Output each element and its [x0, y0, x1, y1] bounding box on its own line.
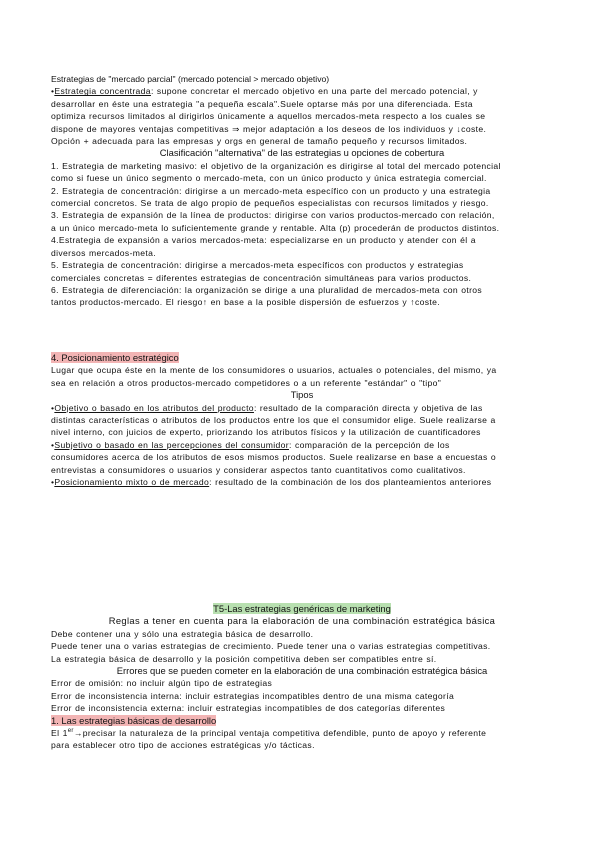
paragraph-line: entrevistas a consumidores o usuarios y considerar aspectos tanto cuantitativos como cualitativos.	[51, 464, 466, 475]
paragraph-line: distintas características o atributos de los productos entre los que el consumidor elige. Suele realizarse a	[51, 415, 496, 426]
list-line: diversos mercados-meta.	[51, 247, 157, 258]
paragraph-line: Lugar que ocupa éste en la mente de los consumidores o usuarios, actuales o potenciales, del mismo, ya	[51, 365, 497, 376]
list-line: 5. Estrategia de concentración: dirigirse a mercados-meta específicos con productos y estrategias	[51, 260, 464, 271]
reglas-title: Reglas a tener en cuenta para la elaboración de una combinación estratégica básica	[108, 615, 496, 627]
section-posicionamiento	[51, 352, 553, 488]
paragraph-line: •Estrategia concentrada: supone concretar el mercado objetivo en una parte del mercado potencial, y	[51, 86, 478, 97]
t5-title: T5-Las estrategias genéricas de marketing	[213, 603, 391, 614]
paragraph-line: •Objetivo o basado en los atributos del producto: resultado de la comparación directa y objetiva de las	[51, 402, 483, 413]
list-line: 6. Estrategia de diferenciación: la organización se dirige a una pluralidad de mercados-meta con otros	[51, 284, 483, 295]
section-title: Estrategias de "mercado parcial" (mercado potencial > mercado objetivo)	[51, 74, 330, 84]
list-line: tantos productos-mercado. El riesgo↑ en base a la posible dispersión de esfuerzos y ↑coste.	[51, 297, 440, 308]
list-line: como si fuese un único segmento o mercado-meta, con un único producto y única estrategia comercial.	[51, 173, 487, 184]
paragraph-line: •Subjetivo o basado en las percepciones del consumidor: comparación de la percepción de los	[51, 439, 450, 450]
tipos-title: Tipos	[290, 389, 314, 401]
list-line: Debe contener una y sólo una estrategia básica de desarrollo.	[51, 628, 314, 639]
paragraph-line: consumidores acerca de los atributos de esos mismos productos. Suele realizarse en base a encuestas o	[51, 452, 497, 463]
list-line: Error de inconsistencia interna: incluir estrategias incompatibles dentro de una misma categoría	[51, 690, 455, 701]
term-mixto: Posicionamiento mixto o de mercado	[54, 477, 210, 488]
paragraph-line: Opción + adecuada para las empresas y orgs en general de tamaño pequeño y recursos limitados.	[51, 136, 468, 147]
section-t5	[51, 603, 553, 752]
paragraph-line: nivel interno, con juicios de experto, priorizando los atributos físicos y la utilización de cuantificadores	[51, 427, 481, 438]
paragraph-line: optimiza recursos limitados al dirigirlos únicamente a aquellos mercados-meta respecto a los cuales se	[51, 111, 486, 122]
list-line: La estrategia básica de desarrollo y la posición competitiva deben ser compatibles entre sí.	[51, 653, 437, 664]
list-line: comerciales concretas = diferentes estrategias de concentración simultáneas para varios productos.	[51, 272, 472, 283]
list-line: a un único mercado-meta lo suficientemente grande y rentable. Alta (p) procederán de productos distintos.	[51, 222, 500, 233]
list-line: 4.Estrategia de expansión a varios mercados-meta: especializarse en un producto y atender con él a	[51, 235, 476, 246]
list-line: Error de inconsistencia externa: incluir estrategias incompatibles de dos categorías diferentes	[51, 703, 446, 714]
paragraph-line: El 1er→precisar la naturaleza de la principal ventaja competitiva defendible, punto de apoyo y referente	[51, 728, 487, 739]
clasificacion-title: Clasificación "alternativa" de las estrategias u opciones de cobertura	[159, 147, 445, 159]
list-line: 1. Estrategia de marketing masivo: el objetivo de la organización es dirigirse al total del mercado potencial	[51, 160, 501, 171]
errores-title: Errores que se pueden cometer en la elaboración de una combinación estratégica básica	[116, 665, 488, 677]
section-mercado-parcial	[51, 73, 553, 309]
paragraph-line: para establecer otro tipo de acciones estratégicas y/o tácticas.	[51, 740, 315, 751]
list-line: Error de omisión: no incluir algún tipo de estrategias	[51, 678, 273, 689]
heading-posicionamiento: 4. Posicionamiento estratégico	[51, 352, 179, 363]
list-line: Puede tener una o varias estrategias de crecimiento. Puede tener una o varias estrategias competitivas.	[51, 641, 491, 652]
paragraph-line: •Posicionamiento mixto o de mercado: resultado de la combinación de los dos planteamientos anteriores	[51, 477, 492, 488]
term-objetivo: Objetivo o basado en los atributos del producto	[54, 402, 254, 413]
term-subjetivo: Subjetivo o basado en las percepciones del consumidor	[54, 439, 289, 450]
paragraph-line: desarrollar en éste una estrategia "a pequeña escala".Suele optarse más por una diferenciada. Esta	[51, 98, 473, 109]
paragraph-line: sea en relación a otros productos-mercado competidores o a un referente "estándar" o "tipo"	[51, 377, 442, 388]
paragraph-line: dispone de mayores ventajas competitivas ⇒ mejor adaptación a los deseos de los individuos y ↓coste.	[51, 123, 487, 134]
heading-estrategias-basicas: 1. Las estrategias básicas de desarrollo	[51, 714, 217, 726]
list-line: comercial concretos. Se trata de algo propio de pequeños especialistas con recursos limitados y riesgo.	[51, 198, 489, 209]
list-line: 2. Estrategia de concentración: dirigirse a un mercado-meta específico con un producto y una estrategia	[51, 185, 491, 196]
list-line: 3. Estrategia de expansión de la línea de productos: dirigirse con varios productos-mercado con relación,	[51, 210, 495, 221]
term-estrategia-concentrada: Estrategia concentrada	[54, 86, 151, 97]
